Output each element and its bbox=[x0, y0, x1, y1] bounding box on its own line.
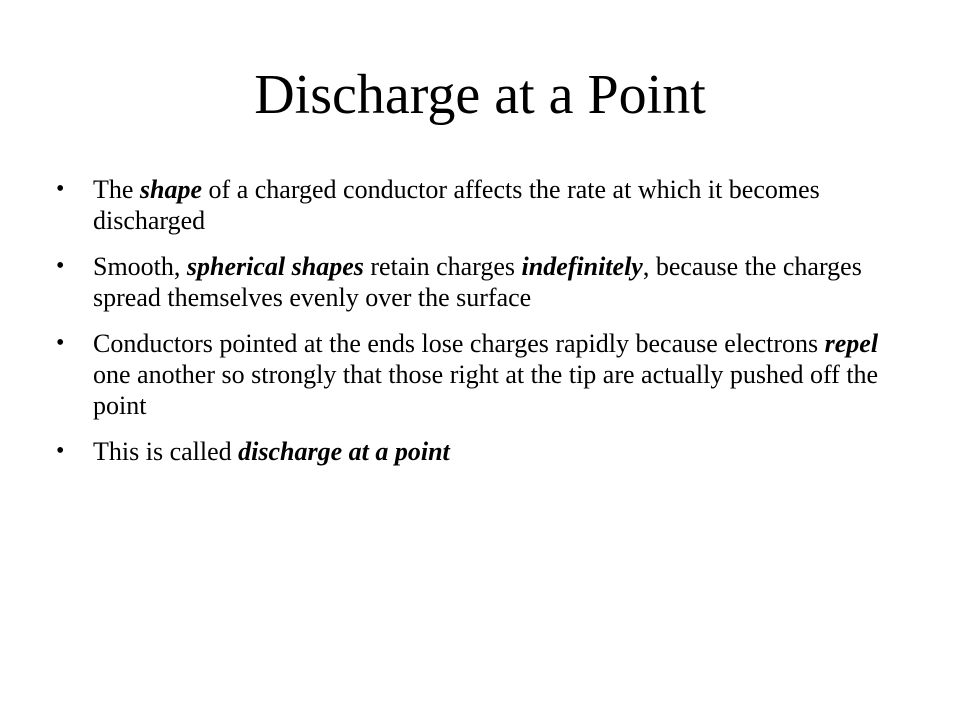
bullet-marker: • bbox=[56, 330, 65, 356]
bullet-item bbox=[56, 251, 916, 313]
bullet-item bbox=[56, 328, 916, 421]
emphasized-term: shape bbox=[139, 175, 203, 204]
bullet-text-segment: retain charges bbox=[363, 252, 522, 281]
emphasized-term: repel bbox=[824, 329, 879, 358]
bullet-marker: • bbox=[56, 253, 65, 279]
bullet-text-segment: The bbox=[93, 175, 140, 204]
bullet-marker: • bbox=[56, 438, 65, 464]
bullet-item bbox=[56, 436, 916, 467]
bullet-text bbox=[93, 175, 820, 235]
bullet-text-segment: , because the charges spread themselves evenly over the surface bbox=[93, 252, 862, 312]
emphasized-term: discharge at a point bbox=[238, 437, 450, 466]
slide-title: Discharge at a Point bbox=[254, 64, 706, 126]
bullet-text-segment: Smooth, bbox=[93, 252, 187, 281]
bullet-text-segment: of a charged conductor affects the rate at which it becomes discharged bbox=[93, 175, 820, 235]
bullet-text bbox=[93, 329, 878, 420]
emphasized-term: spherical shapes bbox=[186, 252, 364, 281]
bullet-text-segment: one another so strongly that those right at the tip are actually pushed off the point bbox=[93, 360, 879, 420]
bullet-marker: • bbox=[56, 176, 65, 202]
bullet-text-segment: Conductors pointed at the ends lose charges rapidly because electrons bbox=[93, 329, 825, 358]
bullet-item bbox=[56, 174, 916, 236]
emphasized-term: indefinitely bbox=[521, 252, 643, 281]
bullet-text-segment: This is called bbox=[93, 437, 239, 466]
bullet-list bbox=[56, 174, 916, 482]
bullet-text bbox=[93, 437, 450, 466]
bullet-text bbox=[93, 252, 862, 312]
